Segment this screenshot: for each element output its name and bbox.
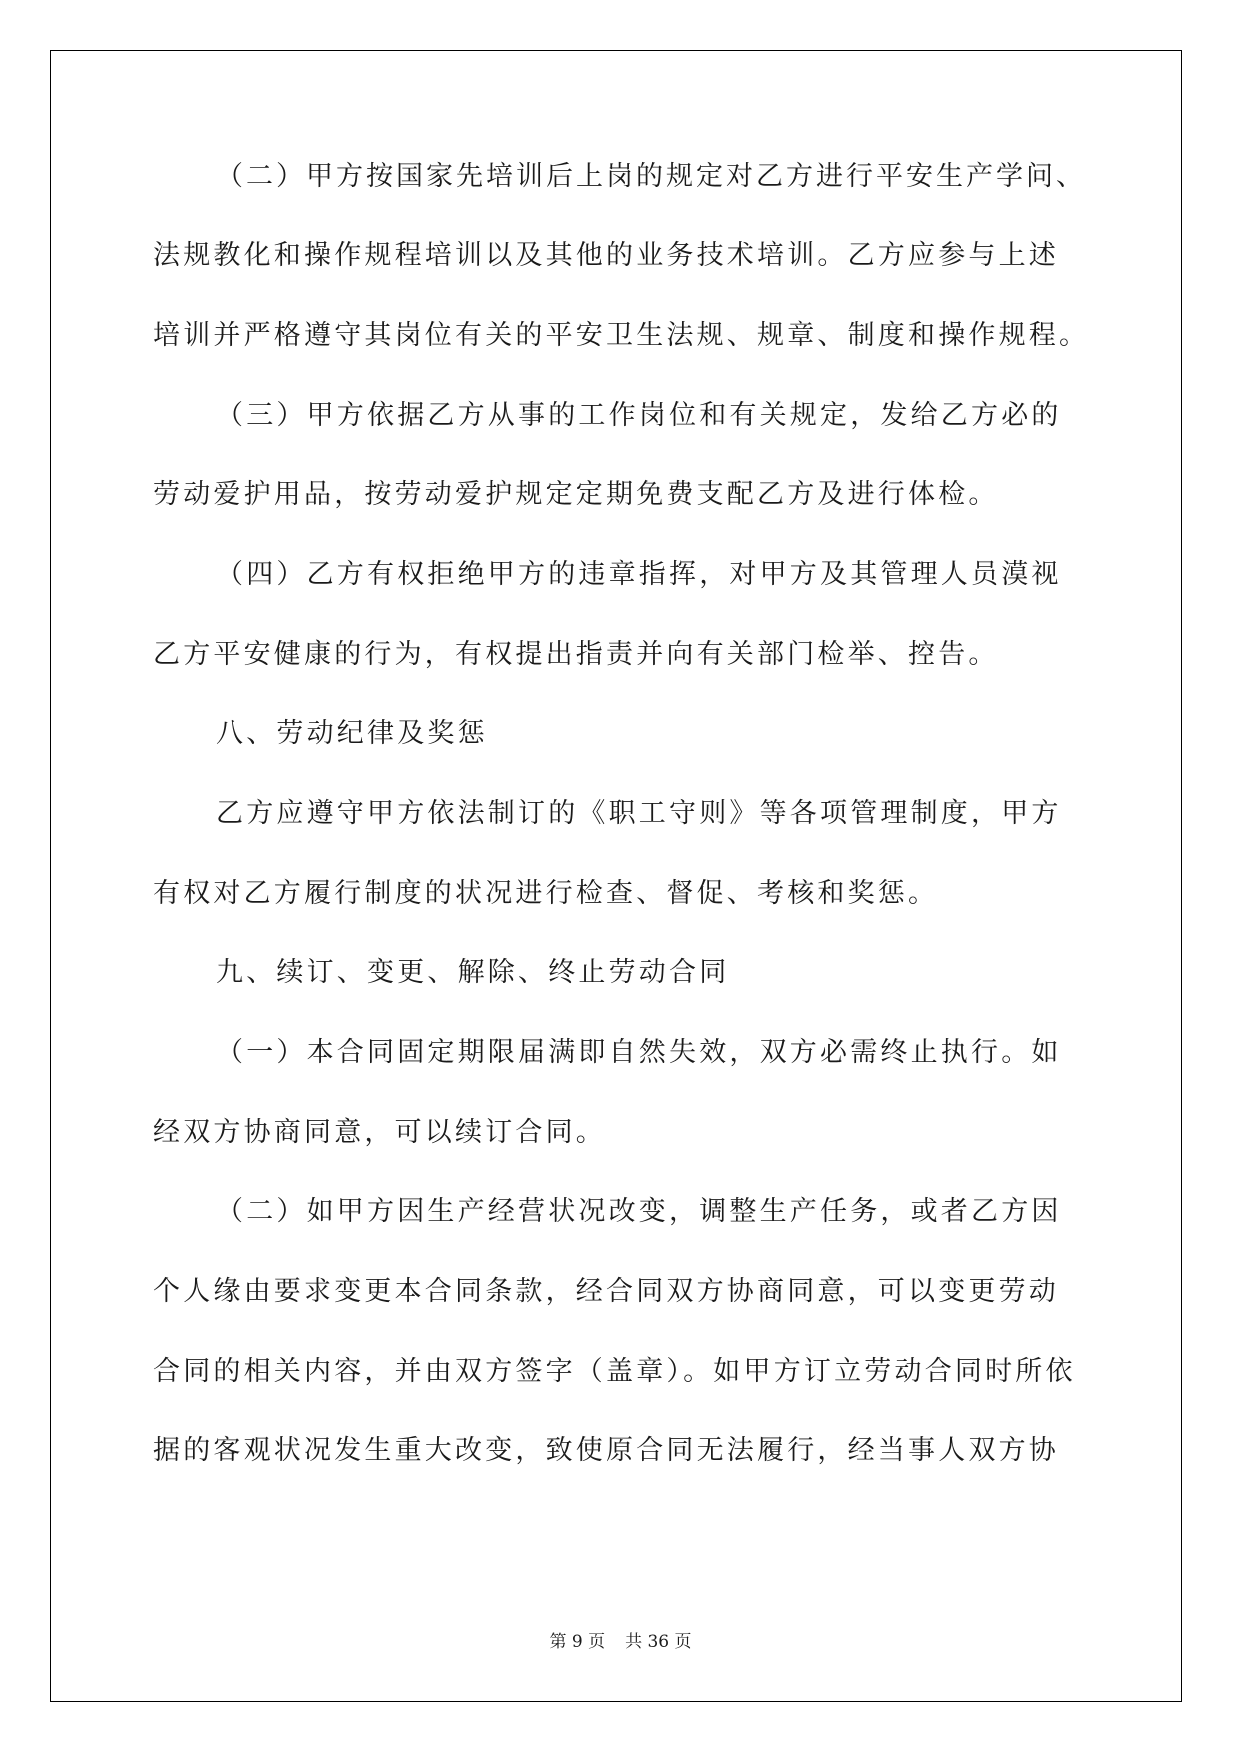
paragraph-line: 法规教化和操作规程培训以及其他的业务技术培训。乙方应参与上述 — [153, 240, 1059, 271]
page-total: 共 36 页 — [625, 1632, 692, 1652]
paragraph-line: 有权对乙方履行制度的状况进行检查、督促、考核和奖惩。 — [153, 878, 939, 909]
paragraph-line: 个人缘由要求变更本合同条款，经合同双方协商同意，可以变更劳动 — [153, 1276, 1059, 1307]
paragraph-line: 合同的相关内容，并由双方签字（盖章）。如甲方订立劳动合同时所依 — [153, 1356, 1076, 1387]
paragraph-line: （一）本合同固定期限届满即自然失效，双方必需终止执行。如 — [216, 1037, 1062, 1068]
paragraph-line: 劳动爱护用品，按劳动爱护规定定期免费支配乙方及进行体检。 — [153, 479, 999, 510]
paragraph-line: 乙方平安健康的行为，有权提出指责并向有关部门检举、控告。 — [153, 639, 999, 670]
paragraph-line: （三）甲方依据乙方从事的工作岗位和有关规定，发给乙方必的 — [216, 400, 1062, 431]
paragraph-line: 经双方协商同意，可以续订合同。 — [153, 1117, 606, 1148]
paragraph-line: （四）乙方有权拒绝甲方的违章指挥，对甲方及其管理人员漠视 — [216, 559, 1062, 590]
paragraph-line: （二）如甲方因生产经营状况改变，调整生产任务，或者乙方因 — [216, 1196, 1062, 1227]
paragraph-line: 乙方应遵守甲方依法制订的《职工守则》等各项管理制度，甲方 — [216, 798, 1062, 829]
paragraph-line: （二）甲方按国家先培训后上岗的规定对乙方进行平安生产学问、 — [216, 161, 1086, 192]
section-heading: 九、续订、变更、解除、终止劳动合同 — [216, 957, 730, 988]
paragraph-line: 据的客观状况发生重大改变，致使原合同无法履行，经当事人双方协 — [153, 1435, 1059, 1466]
paragraph-line: 培训并严格遵守其岗位有关的平安卫生法规、规章、制度和操作规程。 — [153, 320, 1090, 351]
section-heading: 八、劳动纪律及奖惩 — [216, 718, 488, 749]
page-number: 第 9 页 — [549, 1632, 606, 1652]
page-footer — [0, 1627, 1241, 1652]
